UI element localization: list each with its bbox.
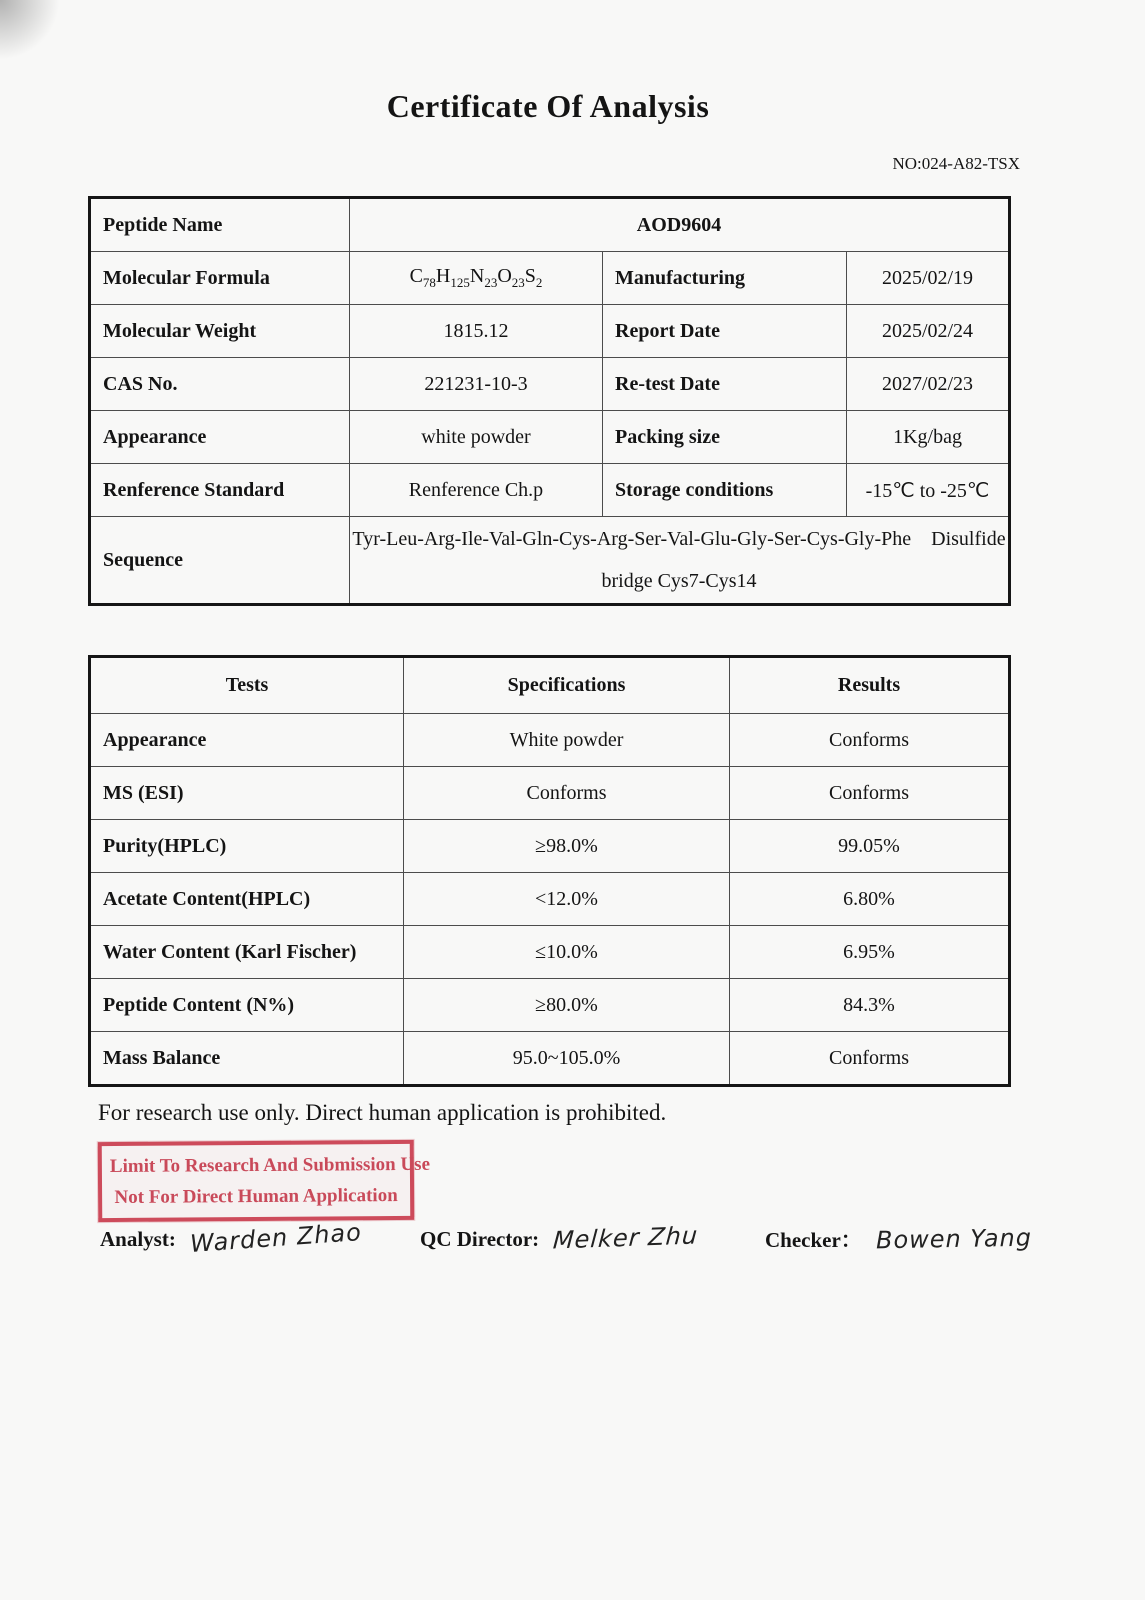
research-use-disclaimer: For research use only. Direct human application is prohibited.	[98, 1100, 667, 1125]
qc-director-name-handwritten: Melker Zhu	[552, 1221, 700, 1255]
signature-block	[88, 1218, 1033, 1284]
results-header: Results	[730, 657, 1010, 714]
formula-n-sub: 23	[484, 275, 498, 290]
restriction-stamp	[98, 1140, 431, 1222]
checker-signature	[765, 1224, 1032, 1254]
test-spec: White powder	[404, 714, 730, 767]
report-date-value: 2025/02/24	[847, 305, 1010, 358]
manufacturing-label: Manufacturing	[603, 252, 847, 305]
tests-header-row	[90, 657, 1010, 714]
test-result: 6.95%	[730, 926, 1010, 979]
test-row-water-content	[90, 926, 1010, 979]
test-spec: ≤10.0%	[404, 926, 730, 979]
test-name: Peptide Content (N%)	[90, 979, 404, 1032]
formula-o-sub: 23	[511, 275, 525, 290]
doc-number: NO:024-A82-TSX	[892, 154, 1020, 173]
test-name: Water Content (Karl Fischer)	[90, 926, 404, 979]
qc-director-label: QC Director:	[420, 1227, 540, 1251]
manufacturing-date-value: 2025/02/19	[847, 252, 1010, 305]
cas-no-value: 221231-10-3	[350, 358, 603, 411]
formula-c: C	[409, 265, 423, 287]
packing-size-label: Packing size	[603, 411, 847, 464]
molecular-formula-label: Molecular Formula	[90, 252, 350, 305]
analyst-label: Analyst:	[100, 1227, 176, 1251]
test-row-appearance	[90, 714, 1010, 767]
test-result: 99.05%	[730, 820, 1010, 873]
specifications-header: Specifications	[404, 657, 730, 714]
analyst-name-handwritten: Warden Zhao	[189, 1218, 363, 1258]
test-row-acetate-content	[90, 873, 1010, 926]
tests-header: Tests	[90, 657, 404, 714]
stamp-line-1: Limit To Research And Submission Use	[109, 1153, 431, 1178]
formula-h-sub: 125	[450, 275, 470, 290]
test-name: MS (ESI)	[90, 767, 404, 820]
qc-director-signature	[420, 1221, 700, 1255]
sequence-line-1: Tyr-Leu-Arg-Ile-Val-Gln-Cys-Arg-Ser-Val-Glu-Gly-Ser-Cys-Gly-Phe Disulfide	[352, 528, 1006, 550]
info-table	[88, 196, 1011, 606]
cas-no-label: CAS No.	[90, 358, 350, 411]
sequence-line-2: bridge Cys7-Cys14	[601, 570, 757, 592]
tests-table	[88, 655, 1011, 1087]
info-row-cas-no	[90, 358, 1010, 411]
test-result: Conforms	[730, 714, 1010, 767]
test-row-ms-esi	[90, 767, 1010, 820]
test-spec: 95.0~105.0%	[404, 1032, 730, 1086]
test-spec: ≥98.0%	[404, 820, 730, 873]
test-spec: Conforms	[404, 767, 730, 820]
sequence-label: Sequence	[90, 517, 350, 605]
peptide-name-value: AOD9604	[350, 198, 1010, 252]
info-row-appearance	[90, 411, 1010, 464]
info-row-sequence	[90, 517, 1010, 605]
test-spec: ≥80.0%	[404, 979, 730, 1032]
retest-date-label: Re-test Date	[603, 358, 847, 411]
formula-s-sub: 2	[535, 275, 543, 290]
page-title: Certificate Of Analysis	[386, 88, 710, 124]
report-date-label: Report Date	[603, 305, 847, 358]
reference-standard-label: Renference Standard	[90, 464, 350, 517]
checker-label: Checker：	[765, 1228, 862, 1252]
test-result: 6.80%	[730, 873, 1010, 926]
appearance-value: white powder	[350, 411, 603, 464]
molecular-weight-label: Molecular Weight	[90, 305, 350, 358]
sequence-value	[350, 517, 1010, 605]
analyst-signature	[100, 1218, 363, 1258]
storage-conditions-value: -15℃ to -25℃	[847, 464, 1010, 517]
appearance-label: Appearance	[90, 411, 350, 464]
molecular-formula-value	[350, 252, 603, 305]
checker-name-handwritten: Bowen Yang	[875, 1223, 1033, 1255]
formula-h: H	[435, 265, 451, 287]
stamp-line-2: Not For Direct Human Application	[114, 1185, 398, 1208]
reference-standard-value: Renference Ch.p	[350, 464, 603, 517]
scan-shadow-artifact	[0, 0, 60, 60]
retest-date-value: 2027/02/23	[847, 358, 1010, 411]
info-row-molecular-weight	[90, 305, 1010, 358]
packing-size-value: 1Kg/bag	[847, 411, 1010, 464]
peptide-name-label: Peptide Name	[90, 198, 350, 252]
molecular-weight-value: 1815.12	[350, 305, 603, 358]
test-name: Appearance	[90, 714, 404, 767]
info-row-reference-standard	[90, 464, 1010, 517]
test-row-peptide-content	[90, 979, 1010, 1032]
test-row-mass-balance	[90, 1032, 1010, 1086]
formula-o: O	[497, 265, 512, 287]
test-row-purity-hplc	[90, 820, 1010, 873]
formula-s: S	[524, 265, 536, 287]
test-result: Conforms	[730, 1032, 1010, 1086]
formula-n: N	[469, 265, 485, 287]
test-result: Conforms	[730, 767, 1010, 820]
test-name: Purity(HPLC)	[90, 820, 404, 873]
formula-c-sub: 78	[422, 275, 436, 290]
test-name: Mass Balance	[90, 1032, 404, 1086]
storage-conditions-label: Storage conditions	[603, 464, 847, 517]
test-result: 84.3%	[730, 979, 1010, 1032]
info-row-molecular-formula	[90, 252, 1010, 305]
test-spec: <12.0%	[404, 873, 730, 926]
info-row-peptide-name	[90, 198, 1010, 252]
test-name: Acetate Content(HPLC)	[90, 873, 404, 926]
